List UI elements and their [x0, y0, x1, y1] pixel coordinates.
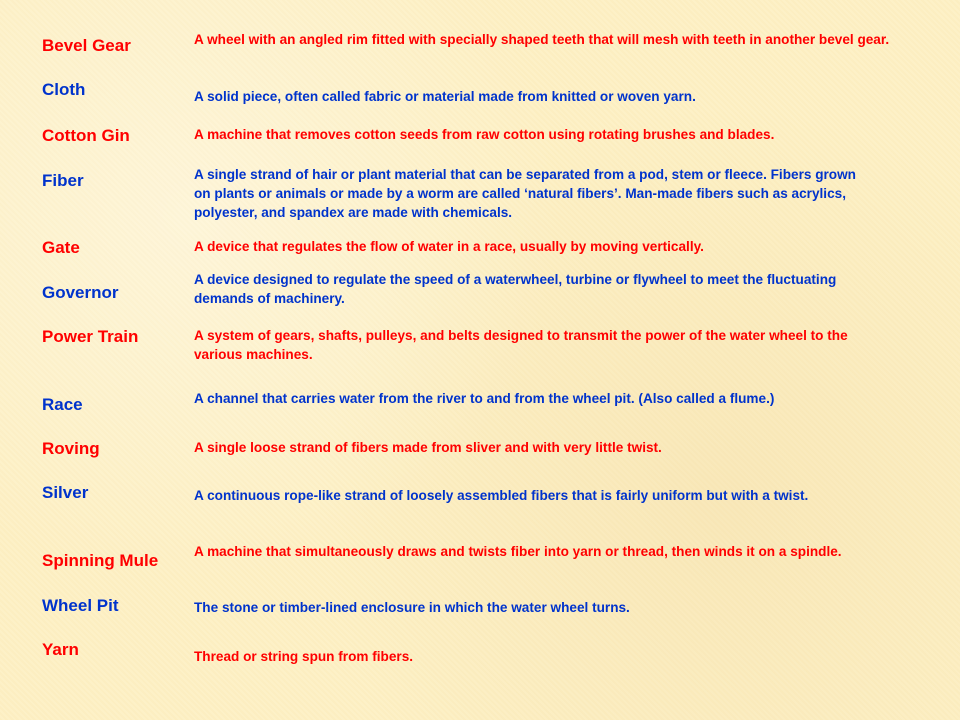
- definition-governor: A device designed to regulate the speed of a waterwheel, turbine or flywheel to meet the fluctuating demands of machinery.: [194, 272, 837, 306]
- term-bevel-gear: Bevel Gear: [42, 36, 131, 55]
- definition-roving: A single loose strand of fibers made from sliver and with very little twist.: [194, 440, 662, 455]
- definition-yarn: Thread or string spun from fibers.: [194, 649, 414, 664]
- term-cotton-gin: Cotton Gin: [42, 126, 130, 145]
- definition-spinning-mule: A machine that simultaneously draws and twists fiber into yarn or thread, then winds it on a spindle.: [194, 544, 842, 559]
- definition-gate: A device that regulates the flow of water in a race, usually by moving vertically.: [194, 239, 704, 254]
- term-gate: Gate: [42, 238, 80, 257]
- term-race: Race: [42, 395, 83, 414]
- definition-power-train: A system of gears, shafts, pulleys, and belts designed to transmit the power of the water wheel to the various machines.: [194, 328, 848, 362]
- definition-race: A channel that carries water from the river to and from the wheel pit. (Also called a flume.): [194, 391, 775, 406]
- term-power-train: Power Train: [42, 327, 139, 346]
- definition-fiber: A single strand of hair or plant material that can be separated from a pod, stem or fleece. Fibers grown on plants or animals or made by a worm are called ‘natural fibers’. Man-made fibers such as acrylics, polyester, and spandex are made with chemicals.: [194, 167, 856, 220]
- term-governor: Governor: [42, 283, 119, 302]
- term-yarn: Yarn: [42, 640, 79, 659]
- term-fiber: Fiber: [42, 171, 84, 190]
- definition-cloth: A solid piece, often called fabric or material made from knitted or woven yarn.: [194, 89, 696, 104]
- definition-silver: A continuous rope-like strand of loosely assembled fibers that is fairly uniform but with a twist.: [194, 488, 809, 503]
- term-wheel-pit: Wheel Pit: [42, 596, 119, 615]
- term-spinning-mule: Spinning Mule: [42, 551, 159, 570]
- term-cloth: Cloth: [42, 80, 86, 99]
- definition-wheel-pit: The stone or timber-lined enclosure in which the water wheel turns.: [194, 600, 630, 615]
- term-roving: Roving: [42, 439, 100, 458]
- definition-bevel-gear: A wheel with an angled rim fitted with specially shaped teeth that will mesh with teeth in another bevel gear.: [194, 32, 890, 47]
- term-silver: Silver: [42, 483, 89, 502]
- definition-cotton-gin: A machine that removes cotton seeds from raw cotton using rotating brushes and blades.: [194, 127, 775, 142]
